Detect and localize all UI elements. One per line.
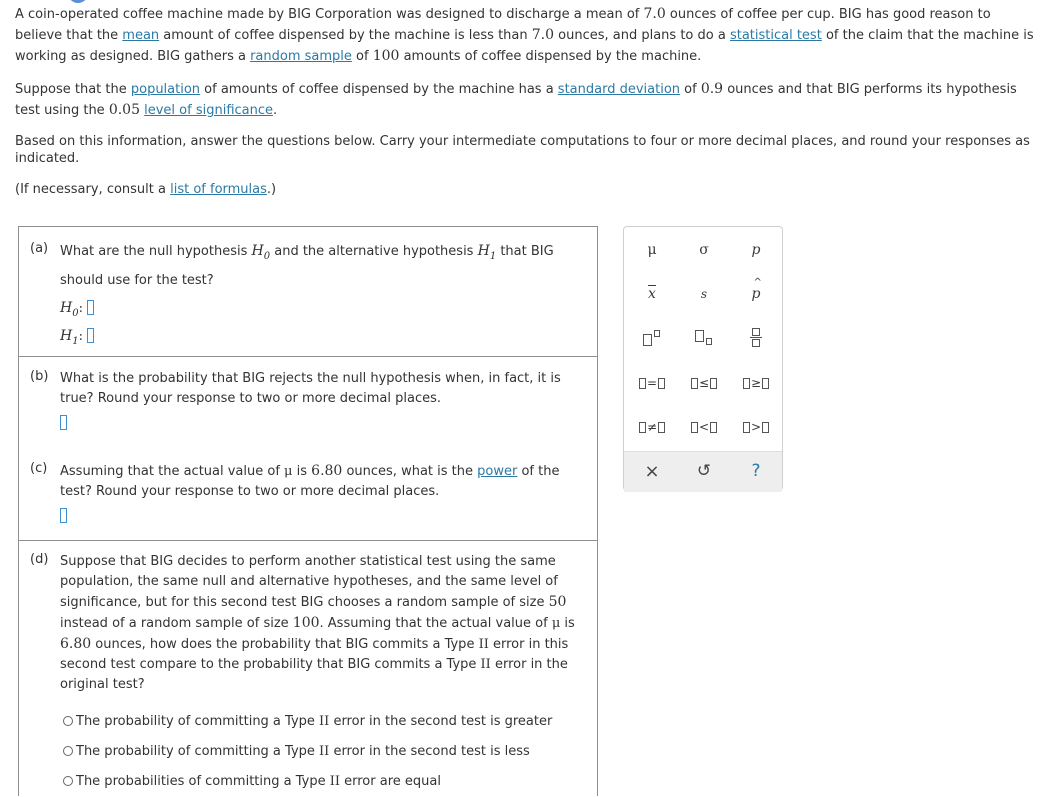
part-d-line: instead of a random sample of size 100. Assuming that the actual value of μ is: [60, 615, 575, 631]
hat-icon: ^: [753, 277, 762, 288]
radio-button[interactable]: [63, 746, 73, 756]
fraction-icon: [750, 328, 762, 348]
close-icon: ×: [644, 460, 660, 482]
random-sample-link[interactable]: random sample: [250, 49, 352, 64]
part-d-options: [60, 707, 587, 797]
intro-paragraph-1: A coin-operated coffee machine made by BIG Corporation was designed to discharge a mean of 7.0 ounces of coffee per cup. BIG has good reason to believe that the mean amount of coffee dispensed by the machine is less than 7.0 ounces, and plans to do a statistical test of the claim that the machine is working as designed. BIG gathers a random sample of 100 amounts of coffee dispensed by the machine.: [15, 6, 1034, 64]
part-c-question-line-2: test? Round your response to two or more decimal places.: [60, 484, 440, 499]
h0-answer-box[interactable]: [87, 300, 94, 315]
h0-row: $H_0$:: [60, 297, 587, 325]
clear-button[interactable]: [632, 458, 672, 484]
p-hat-button[interactable]: ^ p: [751, 277, 762, 302]
s-button[interactable]: s: [700, 287, 708, 301]
equals-button[interactable]: =: [632, 370, 672, 396]
level-of-significance-link[interactable]: level of significance: [144, 103, 274, 118]
radio-button[interactable]: [63, 716, 73, 726]
part-a-question-line-1: What are the null hypothesis $H_0$ and the alternative hypothesis $H_1$ that BIG: [60, 243, 554, 262]
greater-than-button[interactable]: >: [736, 414, 776, 440]
power-link[interactable]: power: [477, 464, 518, 479]
help-icon: ?: [751, 461, 761, 481]
option-less[interactable]: The probability of committing a Type II error in the second test is less: [63, 737, 587, 767]
subscript-button[interactable]: [684, 325, 724, 351]
part-d: [19, 552, 597, 797]
mu-button[interactable]: μ: [647, 242, 657, 258]
part-a-label: (a): [30, 241, 49, 256]
top-indicator: [68, 0, 88, 3]
part-divider: [19, 356, 597, 357]
statistical-test-link[interactable]: statistical test: [729, 28, 822, 43]
part-d-label: (d): [30, 552, 49, 567]
part-c-question-line-1: Assuming that the actual value of μ is 6.80 ounces, what is the power of the: [60, 463, 560, 479]
help-button[interactable]: [736, 458, 776, 484]
less-equal-button[interactable]: ≤: [684, 370, 724, 396]
undo-icon: ↺: [696, 461, 712, 481]
p-button[interactable]: p: [751, 242, 761, 258]
intro-paragraph-4: (If necessary, consult a list of formulas.): [15, 182, 277, 197]
population-link[interactable]: population: [130, 82, 201, 97]
part-c: [19, 461, 597, 524]
part-d-line: population, the same null and alternative hypotheses, and the same level of: [60, 574, 558, 589]
superscript-button[interactable]: [632, 325, 672, 351]
standard-deviation-link[interactable]: standard deviation: [557, 82, 681, 97]
questions-panel: [18, 226, 598, 796]
part-d-line: significance, but for this second test BIG chooses a random sample of size 50: [60, 594, 567, 610]
mean-link[interactable]: mean: [122, 28, 160, 43]
part-b-answer-box[interactable]: [60, 415, 67, 430]
part-d-line: Suppose that BIG decides to perform another statistical test using the same: [60, 554, 556, 569]
part-divider: [19, 540, 597, 541]
less-than-button[interactable]: <: [684, 414, 724, 440]
intro-paragraph-3: Based on this information, answer the questions below. Carry your intermediate computations to four or more decimal places, and round your responses as indicated.: [15, 134, 1030, 166]
h1-row: $H_1$:: [60, 325, 587, 353]
fraction-button[interactable]: [736, 325, 776, 351]
x-bar-button[interactable]: $\overline{x}$: [648, 286, 656, 302]
undo-button[interactable]: [684, 458, 724, 484]
palette-action-bar: [624, 451, 782, 492]
problem-intro: [15, 4, 1035, 212]
part-b: [19, 369, 597, 431]
part-d-line: 6.80 ounces, how does the probability that BIG commits a Type II error in this: [60, 636, 569, 652]
sigma-button[interactable]: σ: [699, 242, 709, 258]
part-a-question-line-2: should use for the test?: [60, 272, 214, 288]
part-c-label: (c): [30, 461, 48, 476]
h1-answer-box[interactable]: [87, 328, 94, 343]
radio-button[interactable]: [63, 776, 73, 786]
not-equal-button[interactable]: ≠: [632, 414, 672, 440]
part-b-label: (b): [30, 369, 49, 384]
list-of-formulas-link[interactable]: list of formulas: [170, 182, 267, 197]
part-a: [19, 241, 597, 352]
superscript-icon: [643, 330, 661, 346]
part-b-question-line-2: true? Round your response to two or more decimal places.: [60, 391, 442, 406]
greater-equal-button[interactable]: ≥: [736, 370, 776, 396]
symbol-palette: [623, 226, 783, 491]
part-b-question-line-1: What is the probability that BIG rejects the null hypothesis when, in fact, it is: [60, 371, 561, 386]
intro-paragraph-2: Suppose that the population of amounts of coffee dispensed by the machine has a standard deviation of 0.9 ounces and that BIG performs its hypothesis test using the 0.05 level of significance.: [15, 81, 1017, 118]
part-d-line: second test compare to the probability that BIG commits a Type II error in the: [60, 657, 568, 672]
subscript-icon: [695, 330, 713, 346]
option-greater[interactable]: The probability of committing a Type II error in the second test is greater: [63, 707, 587, 737]
part-d-line: original test?: [60, 677, 145, 692]
part-c-answer-box[interactable]: [60, 508, 67, 523]
option-equal[interactable]: The probabilities of committing a Type II error are equal: [63, 767, 587, 797]
